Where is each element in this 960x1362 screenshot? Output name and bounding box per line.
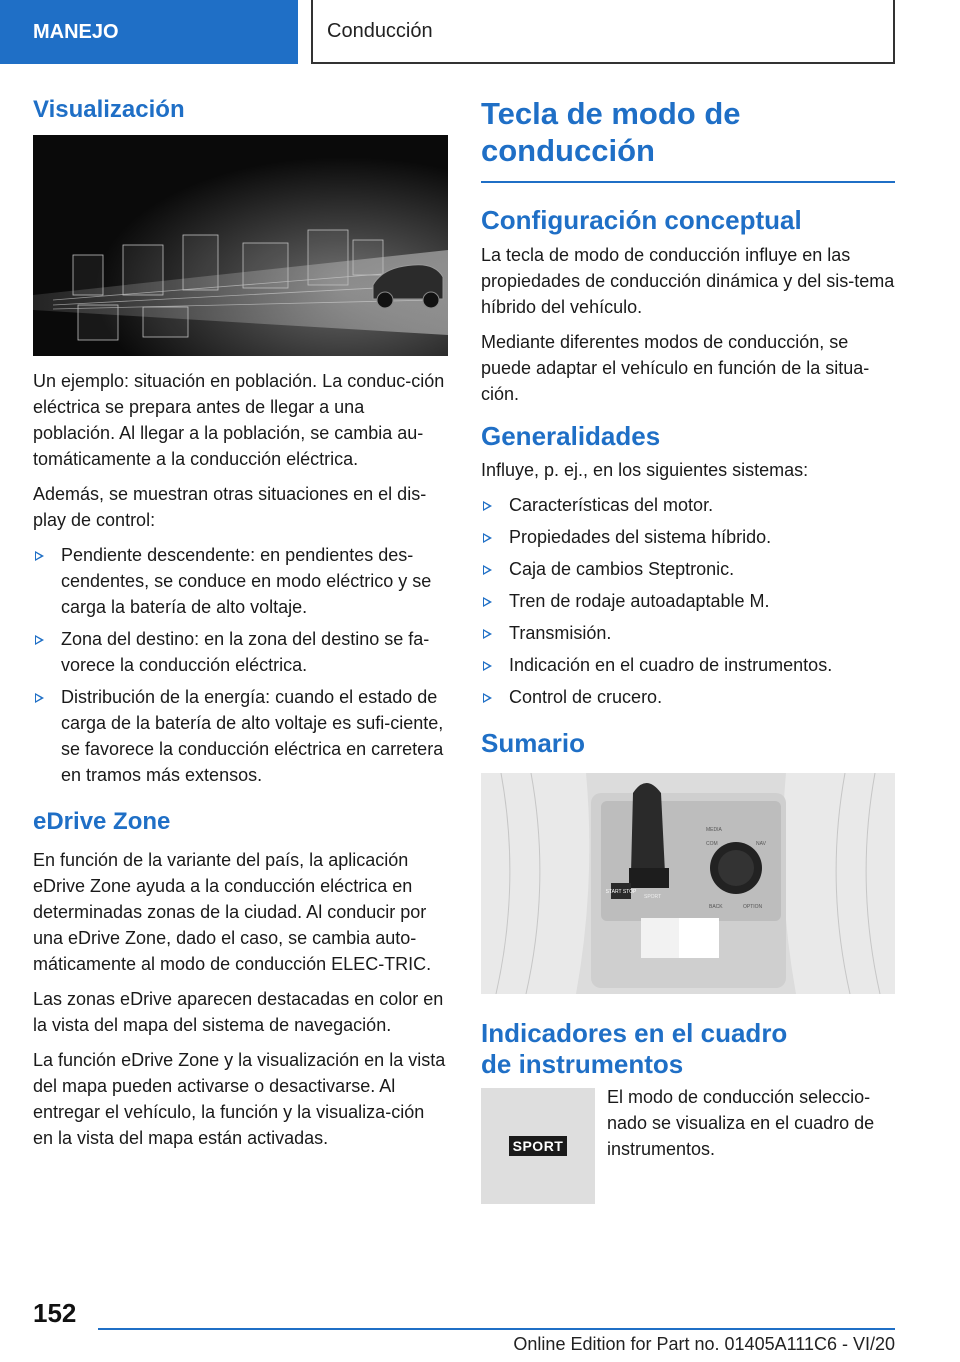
triangle-bullet-icon <box>483 501 492 511</box>
edrive-paragraph-3: La función eDrive Zone y la visualización en la vista del mapa pueden activarse o desactivarse. Al entregar el vehículo, la función y la visualiza-ción en la vista del mapa están activadas. <box>33 1049 446 1148</box>
edrive-paragraph-2: Las zonas eDrive aparecen destacadas en color en la vista del mapa del sistema de navegación. <box>33 988 444 1035</box>
indicators-text: El modo de conducción seleccio-nado se visualiza en el cuadro de instrumentos. <box>607 1087 875 1160</box>
general-heading: Generalidades <box>481 421 661 452</box>
page-number: 152 <box>33 1298 77 1328</box>
driving-visualization-image <box>33 135 448 356</box>
sport-label: SPORT <box>644 893 662 900</box>
option-label: OPTION <box>743 903 763 910</box>
triangle-bullet-icon <box>35 693 44 703</box>
chapter-title: Conducción <box>327 19 433 42</box>
list-item: Tren de rodaje autoadaptable M. <box>481 588 895 614</box>
list-item: Distribución de la energía: cuando el estado de carga de la batería de alto voltaje es sufi-ciente, se favorece la conducción eléctrica en carretera en tramos más extensos. <box>33 684 448 788</box>
list-item: Pendiente descendente: en pendientes des-cendentes, se conduce en modo eléctrico y se carga la batería de alto voltaje. <box>33 542 448 620</box>
visualization-heading: Visualización <box>33 96 185 123</box>
general-list <box>481 492 895 710</box>
edition-note: Online Edition for Part no. 01405A111C6 - VI/20 <box>513 1334 895 1354</box>
list-item: Caja de cambios Steptronic. <box>481 556 895 582</box>
concept-heading: Configuración conceptual <box>481 205 802 236</box>
triangle-bullet-icon <box>483 597 492 607</box>
summary-heading: Sumario <box>481 727 586 758</box>
visualization-paragraph-1: Un ejemplo: situación en población. La conduc-ción eléctrica se prepara antes de llegar a una población. Al llegar a la población, se cambia au-tomáticamente a la conducción eléctrica. <box>33 370 445 469</box>
list-item: Características del motor. <box>481 492 895 518</box>
center-console-image <box>481 773 895 994</box>
nav-label: NAV <box>756 840 766 847</box>
triangle-bullet-icon <box>35 635 44 645</box>
list-item: Transmisión. <box>481 620 895 646</box>
sport-badge: SPORT <box>509 1136 568 1156</box>
media-label: MEDIA <box>706 826 722 833</box>
indicators-row <box>481 1088 895 1204</box>
list-item: Propiedades del sistema híbrido. <box>481 524 895 550</box>
triangle-bullet-icon <box>483 693 492 703</box>
svg-text:START STOP: START STOP <box>605 888 637 895</box>
visualization-list <box>33 542 448 788</box>
edrive-paragraph-1: En función de la variante del país, la aplicación eDrive Zone ayuda a la conducción eléctrica en determinadas zonas de la ciudad. Al conducir por una eDrive Zone, dado el caso, se cambia auto-máticamente al modo de conducción ELEC-TRIC. <box>33 849 432 974</box>
visualization-paragraph-2: Además, se muestran otras situaciones en el dis-play de control: <box>33 483 427 530</box>
com-label: COM <box>706 840 718 847</box>
sport-indicator-image <box>481 1088 595 1204</box>
list-item: Indicación en el cuadro de instrumentos. <box>481 652 895 678</box>
triangle-bullet-icon <box>483 661 492 671</box>
right-column <box>481 96 895 1204</box>
footer-divider <box>98 1328 895 1330</box>
back-label: BACK <box>709 903 723 910</box>
heading-divider <box>481 181 895 183</box>
left-column <box>33 96 448 1160</box>
list-item: Control de crucero. <box>481 684 895 710</box>
list-item: Zona del destino: en la zona del destino se fa-vorece la conducción eléctrica. <box>33 626 448 678</box>
driving-mode-key-heading: Tecla de modo de conducción <box>481 96 741 168</box>
concept-paragraph-1: La tecla de modo de conducción influye en las propiedades de conducción dinámica y del sis-tema híbrido del vehículo. <box>481 245 895 318</box>
concept-paragraph-2: Mediante diferentes modos de conducción, se puede adaptar el vehículo en función de la situa-ción. <box>481 332 870 405</box>
header-chapter-tab <box>311 0 895 64</box>
section-title: MANEJO <box>33 20 119 43</box>
triangle-bullet-icon <box>483 533 492 543</box>
header-section-tab <box>0 0 298 64</box>
triangle-bullet-icon <box>483 565 492 575</box>
edrive-zone-heading: eDrive Zone <box>33 807 171 835</box>
triangle-bullet-icon <box>483 629 492 639</box>
indicators-heading: Indicadores en el cuadro de instrumentos <box>481 1017 788 1079</box>
general-intro: Influye, p. ej., en los siguientes sistemas: <box>481 459 809 480</box>
triangle-bullet-icon <box>35 551 44 561</box>
